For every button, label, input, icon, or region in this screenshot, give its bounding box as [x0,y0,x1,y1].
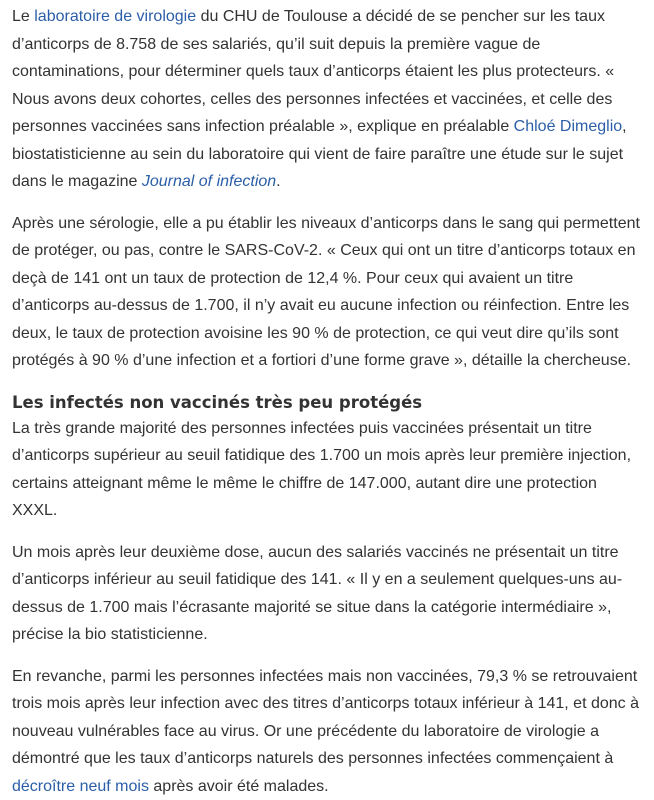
paragraph-infectes-vaccines: La très grande majorité des personnes infectées puis vaccinées présentait un titre d’anticorps supérieur au seuil fatidique des 1.700 un mois après leur première injection, certains atteignant même le même le chiffre de 147.000, autant dire une protection XXXL. [12,415,644,525]
link-laboratoire-virologie[interactable]: laboratoire de virologie [34,8,196,25]
paragraph-text: . [276,173,280,190]
link-chloe-dimeglio[interactable]: Chloé Dimeglio [514,118,623,135]
link-journal-of-infection[interactable]: Journal of infection [142,173,276,190]
paragraph-non-vaccines [12,663,644,800]
paragraph-text: après avoir été malades. [149,778,329,795]
link-decroitre-neuf-mois[interactable]: décroître neuf mois [12,778,149,795]
paragraph-deuxieme-dose: Un mois après leur deuxième dose, aucun des salariés vaccinés ne présentait un titre d’anticorps inférieur au seuil fatidique des 141. « Il y en a seulement quelques-uns au-dessus de 1.700 mais l’écrasante majorité se situe dans la catégorie intermédiaire », précise la bio statisticienne. [12,539,644,649]
section-heading: Les infectés non vaccinés très peu protégés [12,389,644,415]
paragraph-serologie: Après une sérologie, elle a pu établir les niveaux d’anticorps dans le sang qui permettent de protéger, ou pas, contre le SARS-CoV-2. « Ceux qui ont un titre d’anticorps totaux en deçà de 141 ont un taux de protection de 12,4 %. Pour ceux qui avaient un titre d’anticorps au-dessus de 1.700, il n’y avait eu aucune infection ou réinfection. Entre les deux, le taux de protection avoisine les 90 % de protection, ce qui veut dire qu’ils sont protégés à 90 % d’une infection et a fortiori d’une forme grave », détaille la chercheuse. [12,210,644,375]
paragraph-text: , biostatisticienne au sein du laboratoire qui vient de faire paraître une étude sur le sujet dans le magazine [12,118,627,190]
paragraph-text: Le [12,8,34,25]
paragraph-text: En revanche, parmi les personnes infectées mais non vaccinées, 79,3 % se retrouvaient trois mois après leur infection avec des titres d’anticorps totaux inférieur à 141, et donc à nouveau vulnérables face au virus. Or une précédente du laboratoire de virologie a démontré que les taux d’anticorps naturels des personnes infectées commençaient à [12,668,639,768]
paragraph-text: du CHU de Toulouse a décidé de se pencher sur les taux d’anticorps de 8.758 de ses salariés, qu’il suit depuis la première vague de contaminations, pour déterminer quels taux d’anticorps étaient les plus protecteurs. « Nous avons deux cohortes, celles des personnes infectées et vaccinées, et celle des personnes vaccinées sans infection préalable », explique en préalable [12,8,614,135]
paragraph-intro [12,3,644,196]
